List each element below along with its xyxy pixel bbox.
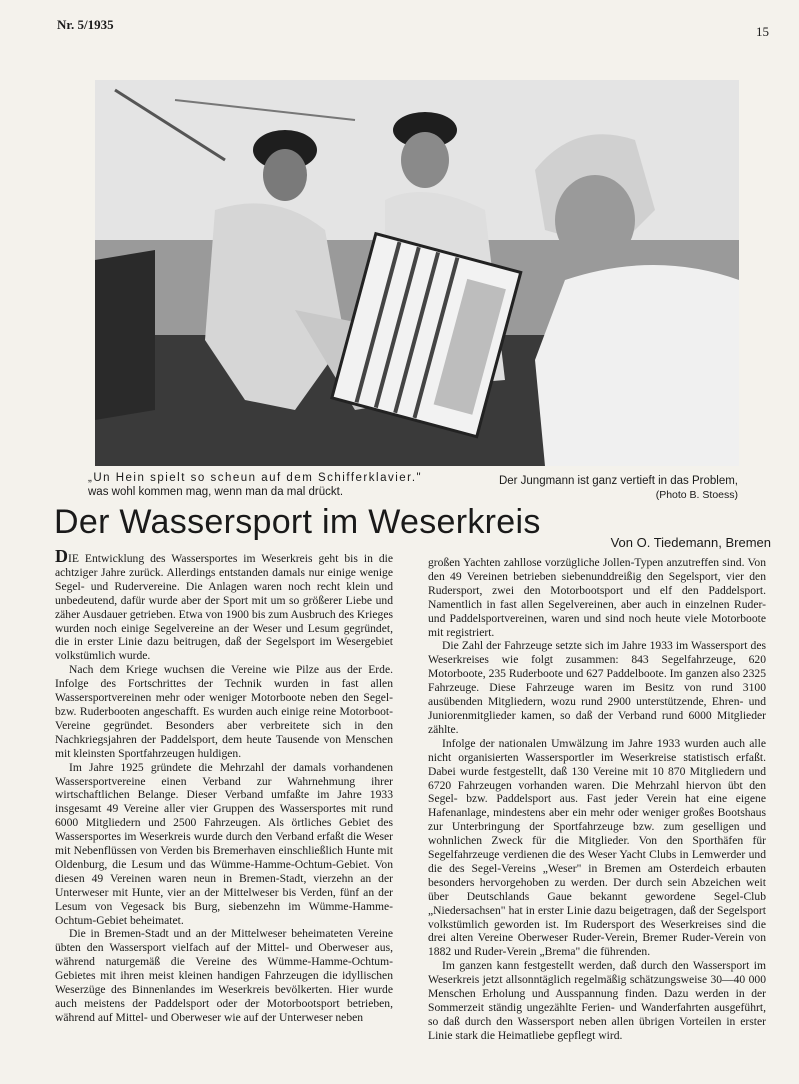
issue-number: Nr. 5/1935 bbox=[57, 17, 114, 32]
paragraph: DIE Entwicklung des Wassersportes im Weserkreis geht bis in die achtziger Jahre zurück. Allerdings entstanden damals nur einige wenige Segel- und Rudervereine. Die Anlagen waren noch recht klein und unbedeutend, dafür wurde aber der Sport mit um so größerer Liebe und zäher Ausdauer getrieben. Etwa von 1900 bis zum Ausbruch des Krieges wurden noch einige Segelvereine an der Weser und Lesum gegründet, die in erster Linie dazu beitrugen, daß der Segelsport im Wesergebiet volkstümlich wurde. bbox=[55, 546, 393, 663]
paragraph: Die Zahl der Fahrzeuge setzte sich im Jahre 1933 im Wassersport des Weserkreises wie folgt zusammen: 843 Segelfahrzeuge, 620 Motorboote, 235 Ruderboote und 627 Paddelboote. Im ganzen also 2325 Fahrzeuge. Diese Fahrzeuge waren im Besitz von rund 3100 ausübenden Mitgliedern, wozu rund 2900 unterstützende, Ehren- und Juniorenmitglieder kamen, so daß der Verband rund 6000 Mitglieder zählte. bbox=[428, 639, 766, 736]
caption-line-two: was wohl kommen mag, wenn man da mal drückt. bbox=[88, 486, 344, 498]
paragraph: Nach dem Kriege wuchsen die Vereine wie Pilze aus der Erde. Infolge des Fortschrittes der Technik wurden in fast allen Wassersportvereinen mehr oder weniger Motorboote neben den Segel- bzw. Ruderbooten angeschafft. Es wurden auch einige reine Motorboot-Vereine gegründet. Besonders aber verbreitete sich in den Nachkriegsjahren der Paddelsport, dem heute Tausende von Menschen mit kleinsten Sportfahrzeugen huldigen. bbox=[55, 663, 393, 760]
article-column-right bbox=[428, 556, 766, 1043]
article-title: Der Wassersport im Weserkreis bbox=[54, 503, 541, 541]
article-photo bbox=[95, 80, 739, 466]
caption-right-text: Der Jungmann ist ganz vertieft in das Problem, bbox=[498, 475, 738, 487]
paragraph: großen Yachten zahllose vorzügliche Jollen-Typen anzutreffen sind. Von den 49 Vereinen betrieben siebenunddreißig den Segelsport, vier den Rudersport, zwei den Motorbootsport und elf den Paddelsport. Namentlich in fast allen Segelvereinen, aber auch in einzelnen Ruder- und Paddelsportvereinen, waren und sind noch heute viele Motorboote mit registriert. bbox=[428, 556, 766, 639]
photo-sailors-accordion-icon bbox=[95, 80, 739, 466]
paragraph: Im Jahre 1925 gründete die Mehrzahl der damals vorhandenen Wassersportvereine einen Verband zur Wahrnehmung ihrer wirtschaftlichen Belange. Dieser Verband umfaßte im Jahre 1933 insgesamt 49 Vereine aller vier Gruppen des Wassersportes mit rund 6000 Mitgliedern und 2500 Fahrzeugen. Als örtliches Gebiet des Wassersportes im Weserkreis wurde durch den Verband erfaßt die Weser mit Nebenflüssen von Verden bis Bremerhaven einschließlich Hunte mit Oldenburg, die Lesum und das Wümme-Hamme-Ochtum-Gebiet. Von diesen 49 Vereinen waren neun in Bremen-Stadt, vierzehn an der Unterweser mit Hunte, vier an der Mittelweser bis Verden, fünf an der Lesum von Vegesack bis Burg, siebenzehn im Wümme-Hamme-Ochtum-Gebiet beheimatet. bbox=[55, 760, 393, 927]
drop-cap: D bbox=[55, 546, 68, 566]
caption-quote: „Un Hein spielt so scheun auf dem Schifferklavier." bbox=[88, 472, 423, 484]
paragraph: Die in Bremen-Stadt und an der Mittelweser beheimateten Vereine übten den Wassersport vielfach auf der Mittel- und Oberweser aus, während naturgemäß die Vereine des Wümme-Hamme-Ochtum-Gebietes mit ihren meist kleinen handigen Fahrzeugen die idyllischen Weserzüge des Binnenlandes im Weserkreis bevölkerten. Hier wurde auch meistens der Paddelsport oder der Motorbootsport betrieben, während auf Mittel- und Oberweser wie auf der Unterweser neben bbox=[55, 927, 393, 1024]
paragraph: Im ganzen kann festgestellt werden, daß durch den Wassersport im Weserkreis jetzt allsonntäglich regelmäßig schätzungsweise 30—40 000 Menschen Erholung und Ausspannung finden. Dazu werden in der Sommerzeit ständig ungezählte Ferien- und Wanderfahrten ausgeführt, so daß durch den Wassersport neben allen übrigen Vorteilen in erster Linie stark die Heimatliebe gepflegt wird. bbox=[428, 959, 766, 1042]
paragraph: Infolge der nationalen Umwälzung im Jahre 1933 wurden auch alle nicht organisierten Wassersportler im Weserkreise statistisch erfaßt. Dabei wurde festgestellt, daß 130 Vereine mit 10 870 Mitgliedern und 6720 Fahrzeugen vorhanden waren. Die Mehrzahl hiervon übt den Segel- bzw. Paddelsport aus. Fast jeder Verein hat eine eigene Hafenanlage, mindestens aber ein mehr oder weniger großes Bootshaus zur Unterbringung der Sportfahrzeuge bzw. zum geselligen und wohnlichen Zweck für die Mitglieder. Von den Sporthäfen für Segelfahrzeuge verdienen die des Weser Yacht Clubs in Lemwerder und die des Segel-Vereins „Weser" in Bremen am Osterdeich erbauten besonders hervorgehoben zu werden. Der durch sein Abzeichen weit über Deutschlands Gaue bekannt gewordene Segel-Club „Niedersachsen" hat in erster Linie dazu beigetragen, daß der Segelsport volkstümlich geworden ist. Im Rudersport des Weserkreises sind die drei alten Vereine Oberweser Ruder-Verein, Bremer Ruder-Verein von 1882 und Ruder-Verein „Brema" die führenden. bbox=[428, 736, 766, 959]
article-column-left bbox=[55, 546, 393, 1025]
page-number: 15 bbox=[756, 24, 769, 39]
article-byline: Von O. Tiedemann, Bremen bbox=[610, 535, 771, 550]
photo-caption-left bbox=[88, 471, 468, 499]
photo-credit: (Photo B. Stoess) bbox=[655, 489, 738, 501]
photo-caption-right bbox=[468, 474, 738, 502]
